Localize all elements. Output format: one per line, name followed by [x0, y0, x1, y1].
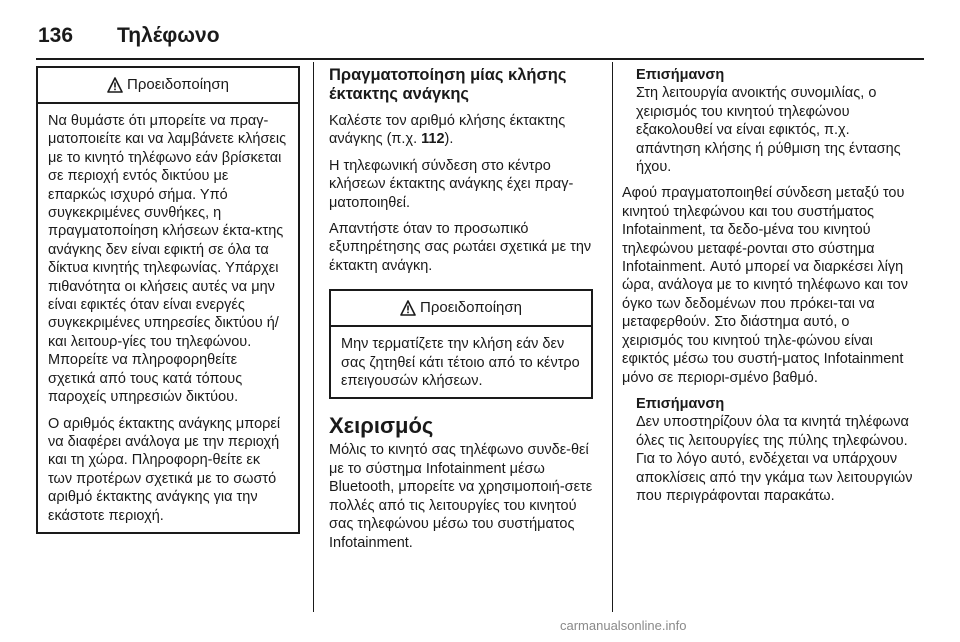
warning-triangle-icon	[107, 77, 123, 93]
body-paragraph: Η τηλεφωνική σύνδεση στο κέντρο κλήσεων έκτακτης ανάγκης έχει πραγ-ματοποιηθεί.	[329, 157, 574, 211]
column-3	[622, 66, 914, 513]
page-header	[0, 0, 960, 60]
warning-box	[329, 289, 593, 399]
page-number: 136	[38, 24, 74, 47]
warning-header	[331, 291, 591, 327]
warning-body	[38, 104, 298, 532]
watermark: carmanualsonline.info	[560, 618, 687, 633]
warning-header	[38, 68, 298, 104]
warning-paragraph: Να θυμάστε ότι μπορείτε να πραγ-ματοποιείτε και να λαμβάνετε κλήσεις με το κινητό τηλέφωνο εάν βρίσκεται σε περιοχή εντός δικτύου με επαρκώς ισχυρό σήμα. Υπό συγκεκριμένες συνθήκες, η πραγματοποίηση κλήσεων έκτα-κτης ανάγκης δεν είναι εφικτή σε όλα τα δίκτυα κινητής τηλεφωνίας. Υπάρχει πιθανότητα οι κλήσεις αυτές να μην είναι εφικτές όταν είναι ενεργές συγκεκριμένες υπηρεσίες δικτύου ή/και λειτουρ-γίες του τηλεφώνου. Μπορείτε να πληροφορηθείτε σχετικά από τους κατά τόπους παροχείς υπηρεσιών δικτύου.	[48, 113, 287, 406]
note-block	[622, 395, 914, 505]
emergency-number: 112	[421, 131, 445, 148]
body-paragraph: Αφού πραγματοποιηθεί σύνδεση μεταξύ του κινητού τηλεφώνου και του συστήματος Infotainment, τα δεδο-μένα του κινητού τηλεφώνου μεταφέ-ρονται στο σύστημα Infotainment. Αυτό μπορεί να διαρκέσει λίγη ώρα, ανάλογα με το κινητό τηλέφωνο και τον όγκο των δεδομένων που πρόκει-ται να μεταφερθούν. Στο διάστημα αυτό, ο χειρισμός του κινητού τηλε-φώνου είναι εφικτός μέσω του συστή-ματος Infotainment μόνο σε περιορι-σμένο βαθμό.	[622, 185, 908, 386]
page-title: Τηλέφωνο	[117, 24, 220, 47]
column-divider-1	[313, 62, 314, 612]
body-paragraph: Καλέστε τον αριθμό κλήσης έκτακτης ανάγκης (π.χ. 112).	[329, 113, 566, 148]
header-divider	[36, 58, 924, 60]
body-paragraph: Απαντήστε όταν το προσωπικό εξυπηρέτησης σας ρωτάει σχετικά με την έκτακτη ανάγκη.	[329, 221, 592, 274]
section-subheading: Πραγματοποίηση μίας κλήσης έκτακτης ανάγκης	[329, 66, 567, 103]
warning-triangle-icon	[400, 300, 416, 316]
warning-paragraph: Ο αριθμός έκτακτης ανάγκης μπορεί να διαφέρει ανάλογα με την περιοχή και τη χώρα. Πληροφορη-θείτε εκ των προτέρων σχετικά με το σωστό αριθμό έκτακτης ανάγκης για την εκάστοτε περιοχή.	[48, 415, 281, 524]
warning-body	[331, 327, 591, 397]
column-divider-2	[612, 62, 613, 612]
warning-paragraph: Μην τερματίζετε την κλήση εάν δεν σας ζητηθεί κάτι τέτοιο από το κέντρο επειγουσών κλήσεων.	[341, 336, 580, 390]
section-heading: Χειρισμός	[329, 413, 434, 439]
note-block	[622, 66, 914, 176]
column-2	[329, 66, 593, 560]
warning-title: Προειδοποίηση	[420, 299, 522, 317]
note-body: Δεν υποστηρίζουν όλα τα κινητά τηλέφωνα όλες τις λειτουργίες της πύλης τηλεφώνου. Για το λόγο αυτό, ενδέχεται να υπάρχουν αποκλίσεις από την γκάμα των λειτουργιών που περιγράφονται παρακάτω.	[636, 414, 913, 504]
note-title: Επισήμανση	[636, 395, 725, 412]
note-title: Επισήμανση	[636, 67, 725, 83]
warning-title: Προειδοποίηση	[127, 75, 229, 93]
note-body: Στη λειτουργία ανοικτής συνομιλίας, ο χειρισμός του κινητού τηλεφώνου εξακολουθεί να είναι εφικτός, π.χ. απάντηση κλήσης ή ρύθμιση της έντασης ήχου.	[636, 85, 901, 176]
warning-box	[36, 66, 300, 534]
body-paragraph: Μόλις το κινητό σας τηλέφωνο συνδε-θεί με το σύστημα Infotainment μέσω Bluetooth, μπορείτε να χρησιμοποιή-σετε πολλές από τις λειτουργίες του κινητού σας τηλεφώνου μέσω του συστήματος Infotainment.	[329, 442, 593, 551]
column-1	[36, 66, 300, 534]
